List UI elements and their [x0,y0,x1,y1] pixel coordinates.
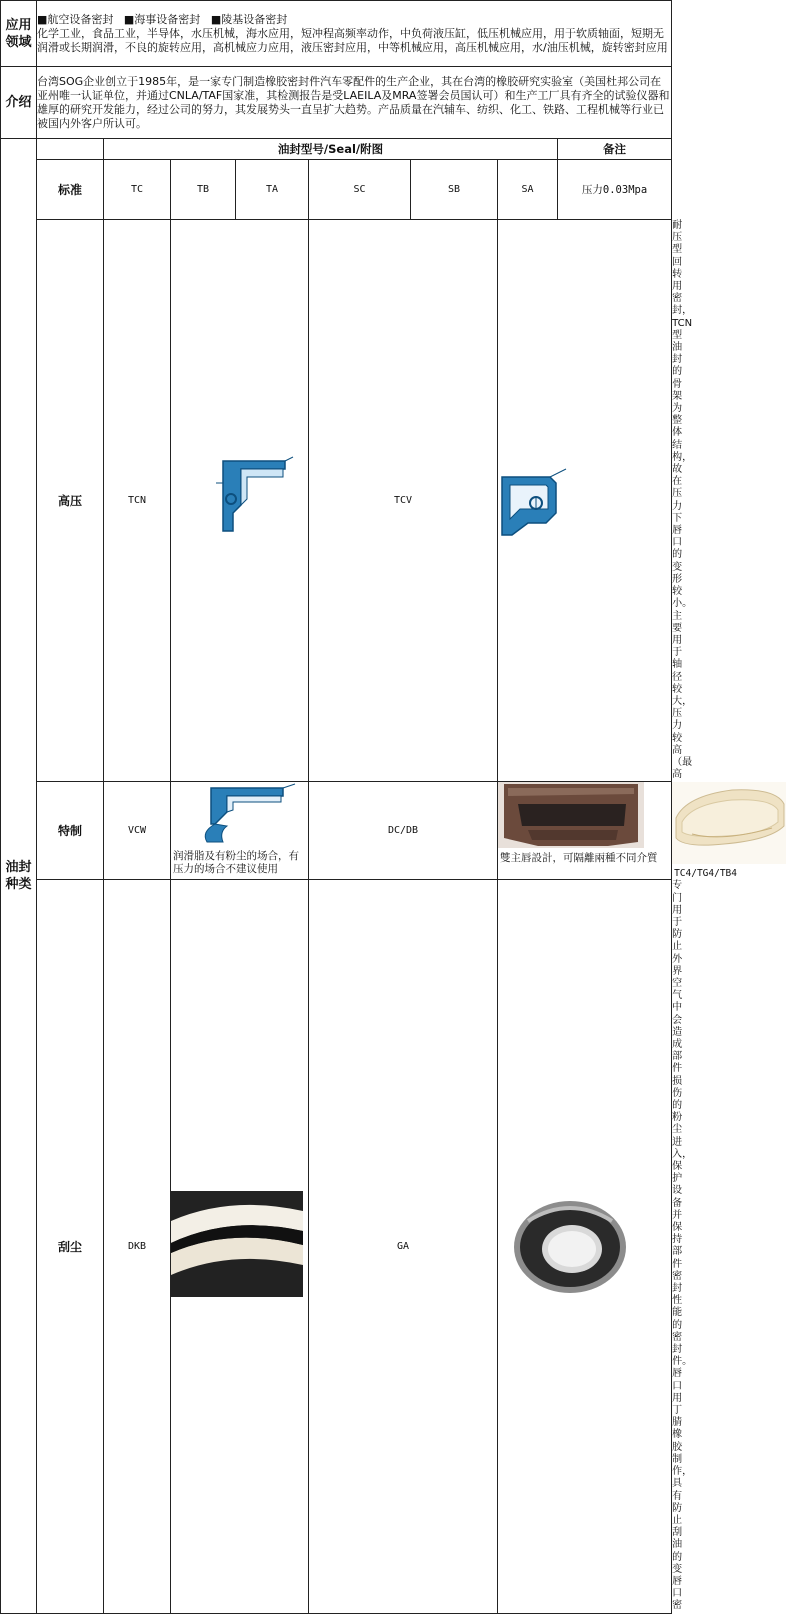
model-ga: GA [309,880,498,1613]
model-vcw: VCW [104,782,171,880]
model-dkb: DKB [104,880,171,1613]
model-tcv: TCV [309,220,498,782]
check-land: ■陵基设备密封 [210,12,288,26]
model-dc-db: DC/DB [309,782,498,880]
dkb-seal-photo [171,1191,303,1297]
note-special: TC4/TG4/TB4 [674,868,737,880]
check-marine: ■海事设备密封 [123,12,201,26]
ga-seal-photo [498,1191,644,1297]
tcv-drawing-cell [498,220,672,782]
application-content [37,1,672,67]
header-model: 油封型号/Seal/附图 [104,139,558,160]
model-sa: SA [498,160,558,220]
intro-body: 台湾SOG企业创立于1985年，是一家专门制造橡胶密封件汽车零配件的生产企业，其在台湾的橡胶研究实验室（美国杜邦公司在亚州唯一认证单位，并通过CNLA/TAF国家准，其检测报告是受LAEILA及MRA签署会员国认可）和生产工厂具有齐全的试验仪器和雄厚的研究开发能力，经过公司的努力，其发展势头一直呈扩大趋势。产品质量在汽辅车、纺织、化工、铁路、工程机械等行业已被国内外客户所认可。 [37,67,672,139]
category-standard: 标准 [37,160,104,220]
tcn-seal-drawing [171,453,303,545]
vcw-caption: 润滑脂及有粉尘的场合，有压力的场合不建议使用 [173,850,299,876]
model-tcn: TCN [104,220,171,782]
model-tb: TB [171,160,236,220]
check-aviation: ■航空设备密封 [37,12,114,26]
application-label: 应用领域 [1,1,37,67]
dkb-photo-cell [171,880,309,1613]
model-sb: SB [411,160,498,220]
header-note: 备注 [558,139,672,160]
tcv-seal-drawing [498,453,644,545]
dc-db-seal-photo [498,782,644,848]
tc4-ring-photo [672,782,786,864]
category-dust: 刮尘 [37,880,104,1613]
category-high-pressure: 高压 [37,220,104,782]
vcw-seal-drawing [171,782,303,846]
ga-photo-cell [498,880,672,1613]
model-sc: SC [309,160,411,220]
dc-db-caption: 雙主唇設計，可隔離兩種不同介質 [500,852,658,865]
note-standard: 压力0.03Mpa [558,160,672,220]
vcw-cell [171,782,309,880]
tcn-drawing-cell [171,220,309,782]
model-tc: TC [104,160,171,220]
types-label: 油封种类 [1,139,37,1614]
model-ta: TA [236,160,309,220]
application-checks [37,13,671,27]
spec-table: 应用领域 ■航空设备密封 ■海事设备密封 ■陵基设备密封 化学工业，食品工业，半导体，水压机械，海水应用，短冲程高频率动作，中负荷液压缸，低压机械应用，用于软质轴面，短期无润滑或长期润滑，不良的旋转应用，高机械应力应用，液压密封应用，中等机械应用，高压机械应用，水/油压机械，旋转密封应用 介绍 台湾SOG企业创立于1985年，是一家专门制造橡胶密封件汽车零配件的生产企业，其在台湾的橡胶研究实验室（美国杜邦公司在亚州唯一认证单位，并通过CNLA/TAF国家准，其检测报告是受LAEILA及MRA签署会员国认可）和生产工厂具有齐全的试验仪器和雄厚的研究开发能力，经过公司的努力，其发展势头一直呈扩大趋势。产品质量在汽辅车、纺织、化工、铁路、工程机械等行业已被国内外客户所认可。 油封种类 油封型号/Seal/附图 备注 标准 TC TB TA SC SB SA 压力0.03Mpa 高压 TCN TCV 耐压型回转用密封，TCN型油封的骨架为整体结构，故在压力下唇口的变形较小。主要用于轴径较大，压力较高（最高 特制 VCW 润滑脂及有粉尘的场合，有压力的场合不建议使用 DC/DB 雙主唇設計，可隔離兩種不同介質 TC4/TG4/TB4 刮尘 DKB GA 专门用于防止外界空气中会造成部件损伤的粉尘进入，保护设备并保持部件密封性能的密封件。唇口用丁腈橡胶制作，具有防止刮油的变唇口密 [0,0,672,1614]
intro-label: 介绍 [1,67,37,139]
category-special: 特制 [37,782,104,880]
application-body: 化学工业，食品工业，半导体，水压机械，海水应用，短冲程高频率动作，中负荷液压缸，低压机械应用，用于软质轴面，短期无润滑或长期润滑，不良的旋转应用，高机械应力应用，液压密封应用，中等机械应用，高压机械应用，水/油压机械，旋转密封应用 [37,26,668,54]
